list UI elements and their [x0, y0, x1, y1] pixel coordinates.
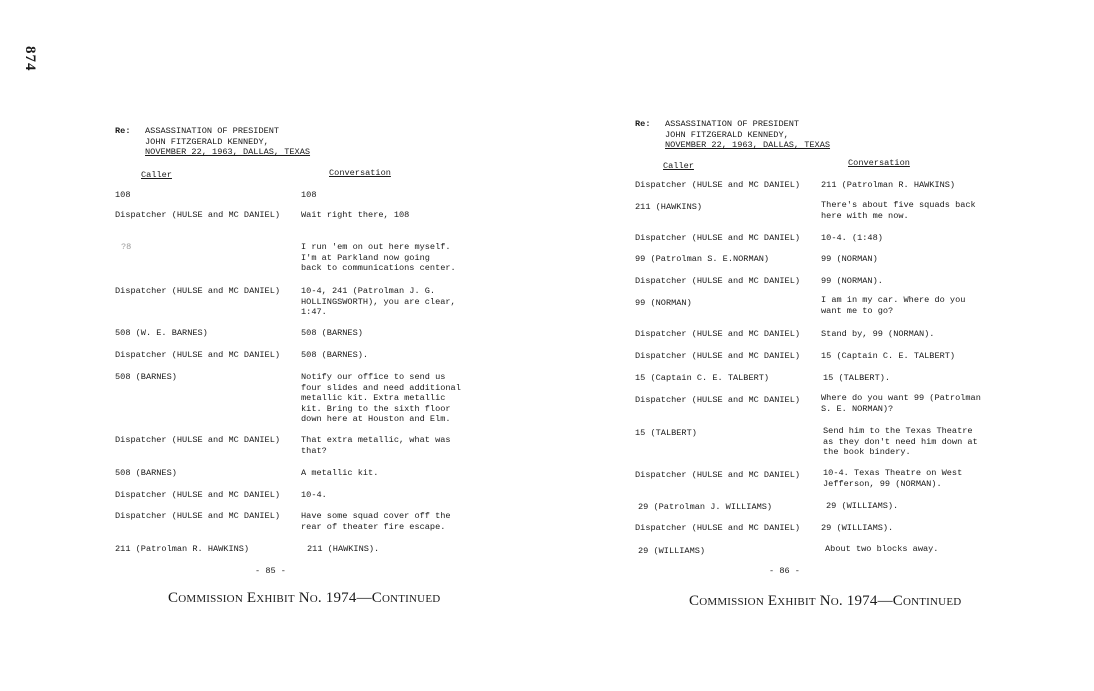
conversation-cell: There's about five squads back here with me now.	[821, 200, 976, 221]
caller-cell: Dispatcher (HULSE and MC DANIEL)	[635, 233, 801, 243]
conversation-cell: 10-4. (1:48)	[821, 233, 883, 243]
caller-cell: 29 (WILLIAMS)	[638, 546, 706, 556]
exhibit-footer: Commission Exhibit No. 1974—Continued	[689, 593, 962, 609]
conversation-cell: 10-4, 241 (Patrolman J. G. HOLLINGSWORTH), you are clear, 1:47.	[301, 286, 456, 318]
caller-cell: 99 (Patrolman S. E.NORMAN)	[635, 254, 770, 264]
caller-cell: 15 (Captain C. E. TALBERT)	[635, 373, 770, 383]
caller-cell: 508 (W. E. BARNES)	[115, 328, 208, 338]
page-number: - 85 -	[255, 566, 286, 576]
transcript-page-85	[115, 126, 515, 596]
caller-cell: 211 (Patrolman R. HAWKINS)	[115, 544, 250, 554]
conversation-cell: 10-4.	[301, 490, 327, 500]
side-page-number: 874	[22, 46, 38, 72]
re-line-date: NOVEMBER 22, 1963, DALLAS, TEXAS	[145, 147, 311, 158]
conversation-cell: About two blocks away.	[825, 544, 939, 554]
caller-cell: ?8	[121, 242, 132, 252]
conversation-cell: 508 (BARNES)	[301, 328, 363, 338]
caller-cell: Dispatcher (HULSE and MC DANIEL)	[115, 286, 281, 296]
transcript-page-86	[635, 119, 1045, 589]
caller-cell: Dispatcher (HULSE and MC DANIEL)	[635, 351, 801, 361]
caller-cell: 15 (TALBERT)	[635, 428, 697, 438]
exhibit-footer: Commission Exhibit No. 1974—Continued	[168, 590, 441, 606]
caller-cell: Dispatcher (HULSE and MC DANIEL)	[115, 435, 281, 445]
caller-cell: Dispatcher (HULSE and MC DANIEL)	[635, 523, 801, 533]
re-block	[665, 119, 830, 151]
caller-cell: Dispatcher (HULSE and MC DANIEL)	[635, 329, 801, 339]
conversation-cell: 99 (NORMAN).	[821, 276, 883, 286]
re-line: ASSASSINATION OF PRESIDENT	[145, 126, 280, 136]
conversation-cell: Send him to the Texas Theatre as they don't need him down at the book bindery.	[823, 426, 978, 458]
conversation-cell: Wait right there, 108	[301, 210, 410, 220]
caller-cell: 29 (Patrolman J. WILLIAMS)	[638, 502, 773, 512]
caller-cell: 108	[115, 190, 131, 200]
conversation-cell: Have some squad cover off the rear of theater fire escape.	[301, 511, 451, 532]
conversation-cell: Stand by, 99 (NORMAN).	[821, 329, 935, 339]
conversation-cell: Notify our office to send us four slides and need additional metallic kit. Extra metallic kit. Bring to the sixth floor down here at Houston and Elm.	[301, 372, 461, 425]
conversation-cell: 99 (NORMAN)	[821, 254, 878, 264]
caller-cell: Dispatcher (HULSE and MC DANIEL)	[635, 276, 801, 286]
conversation-cell: I am in my car. Where do you want me to go?	[821, 295, 966, 316]
page-number: - 86 -	[769, 566, 800, 576]
conversation-cell: A metallic kit.	[301, 468, 379, 478]
conversation-cell: 29 (WILLIAMS).	[821, 523, 894, 533]
caller-cell: 508 (BARNES)	[115, 468, 177, 478]
conversation-cell: That extra metallic, what was that?	[301, 435, 451, 456]
re-label: Re:	[115, 126, 131, 136]
conversation-cell: 29 (WILLIAMS).	[826, 501, 899, 511]
caller-cell: Dispatcher (HULSE and MC DANIEL)	[115, 210, 281, 220]
re-label: Re:	[635, 119, 651, 129]
caller-cell: Dispatcher (HULSE and MC DANIEL)	[115, 511, 281, 521]
caller-cell: 211 (HAWKINS)	[635, 202, 703, 212]
caller-header: Caller	[663, 161, 694, 171]
conversation-header: Conversation	[848, 158, 910, 168]
conversation-cell: 211 (Patrolman R. HAWKINS)	[821, 180, 956, 190]
caller-cell: Dispatcher (HULSE and MC DANIEL)	[115, 490, 281, 500]
caller-cell: Dispatcher (HULSE and MC DANIEL)	[635, 395, 801, 405]
re-line: ASSASSINATION OF PRESIDENT	[665, 119, 800, 129]
conversation-cell: 10-4. Texas Theatre on West Jefferson, 99 (NORMAN).	[823, 468, 963, 489]
conversation-cell: 15 (TALBERT).	[823, 373, 891, 383]
caller-header: Caller	[141, 170, 172, 180]
conversation-cell: 108	[301, 190, 317, 200]
re-line-date: NOVEMBER 22, 1963, DALLAS, TEXAS	[665, 140, 831, 151]
re-block	[145, 126, 310, 158]
conversation-cell: 211 (HAWKINS).	[307, 544, 380, 554]
caller-cell: Dispatcher (HULSE and MC DANIEL)	[635, 470, 801, 480]
conversation-cell: Where do you want 99 (Patrolman S. E. NORMAN)?	[821, 393, 981, 414]
re-line: JOHN FITZGERALD KENNEDY,	[145, 136, 269, 147]
conversation-cell: 508 (BARNES).	[301, 350, 369, 360]
re-line: JOHN FITZGERALD KENNEDY,	[665, 129, 789, 140]
caller-cell: Dispatcher (HULSE and MC DANIEL)	[115, 350, 281, 360]
conversation-header: Conversation	[329, 168, 391, 178]
conversation-cell: 15 (Captain C. E. TALBERT)	[821, 351, 956, 361]
caller-cell: 99 (NORMAN)	[635, 298, 692, 308]
caller-cell: 508 (BARNES)	[115, 372, 177, 382]
conversation-cell: I run 'em on out here myself. I'm at Parkland now going back to communications center.	[301, 242, 456, 274]
caller-cell: Dispatcher (HULSE and MC DANIEL)	[635, 180, 801, 190]
